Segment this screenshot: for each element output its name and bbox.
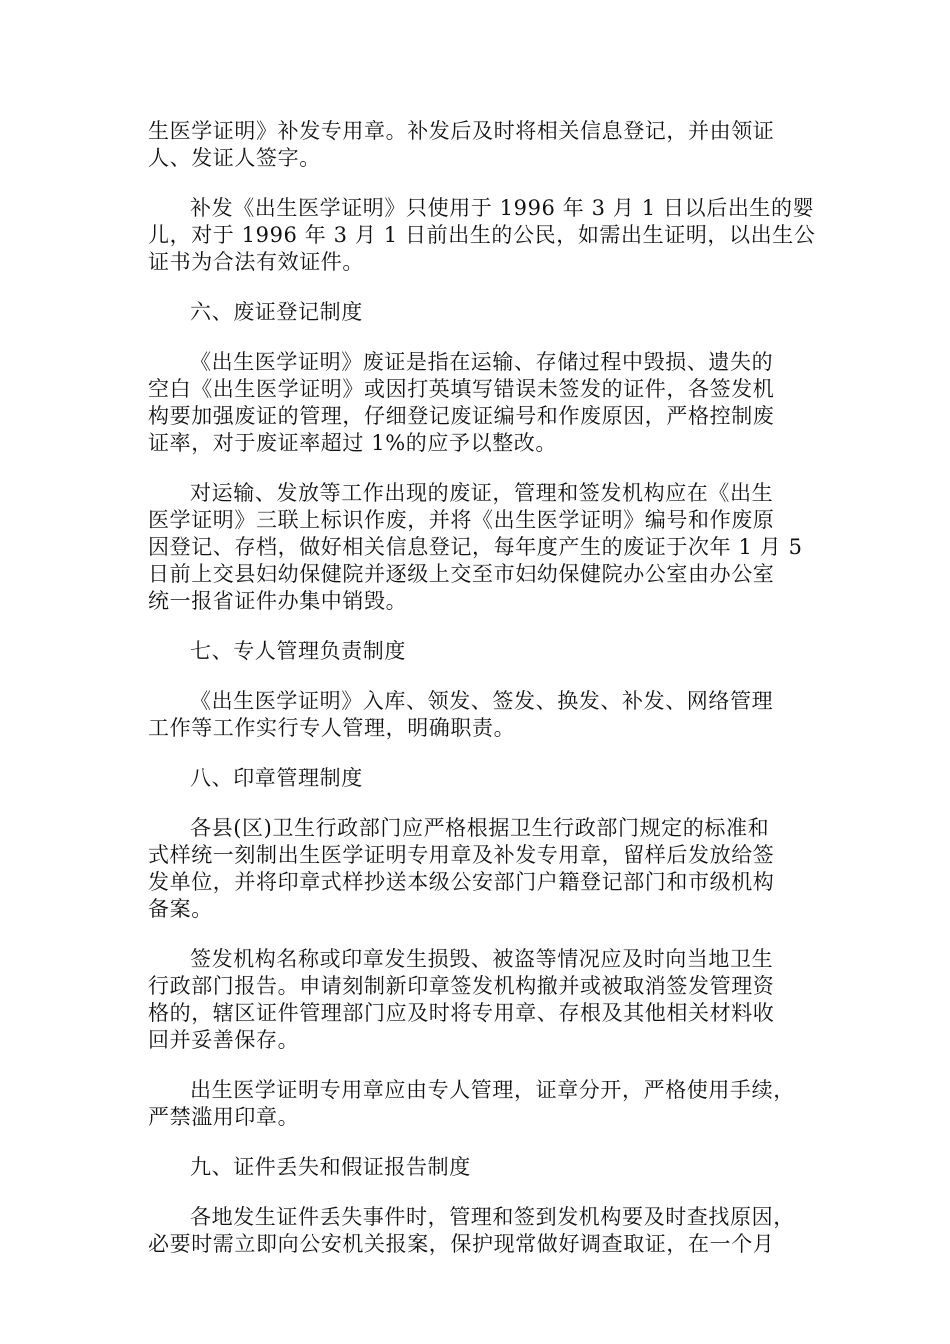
text-line: 式样统一刻制出生医学证明专用章及补发专用章，留样后发放给签	[148, 843, 775, 867]
text-line: 回并妥善保存。	[148, 1028, 300, 1052]
text-line: 对运输、发放等工作出现的废证，管理和签发机构应在《出生	[190, 481, 774, 505]
text-line: 证率，对于废证率超过 1%的应予以整改。	[148, 431, 557, 455]
paragraph	[148, 1077, 808, 1131]
text-line: 发单位，并将印章式样抄送本级公安部门户籍登记部门和市级机构	[148, 870, 775, 894]
text-line: 必要时需立即向公安机关报案，保护现常做好调查取证，在一个月	[148, 1232, 775, 1256]
text-line: 各县(区)卫生行政部门应严格根据卫生行政部门规定的标准和	[190, 816, 770, 840]
text-line: 行政部门报告。申请刻制新印章签发机构撤并或被取消签发管理资	[148, 974, 775, 998]
text-line: 证书为合法有效证件。	[148, 250, 364, 274]
text-line: 人、发证人签字。	[148, 146, 321, 170]
text-line: 统一报省证件办集中销毁。	[148, 589, 408, 613]
paragraph	[148, 1204, 808, 1258]
text-line: 构要加强废证的管理，仔细登记废证编号和作废原因，严格控制废	[148, 404, 775, 428]
text-line: 补发《出生医学证明》只使用于 1996 年 3 月 1 日以后出生的婴	[190, 196, 815, 220]
paragraph	[148, 195, 816, 276]
text-line: 儿，对于 1996 年 3 月 1 日前出生的公民，如需出生证明，以出生公	[148, 223, 816, 247]
paragraph	[148, 815, 808, 923]
text-line: 《出生医学证明》废证是指在运输、存储过程中毁损、遗失的	[190, 350, 774, 374]
paragraph	[148, 349, 808, 457]
section-heading: 七、专人管理负责制度	[190, 639, 406, 663]
text-line: 因登记、存档，做好相关信息登记，每年度产生的废证于次年 1 月 5	[148, 535, 803, 559]
text-line: 格的，辖区证件管理部门应及时将专用章、存根及其他相关材料收	[148, 1001, 775, 1025]
text-line: 签发机构名称或印章发生损毁、被盗等情况应及时向当地卫生	[190, 947, 774, 971]
text-line: 日前上交县妇幼保健院并逐级上交至市妇幼保健院办公室由办公室	[148, 562, 775, 586]
text-line: 各地发生证件丢失事件时，管理和签到发机构要及时查找原因，	[190, 1205, 795, 1229]
text-line: 医学证明》三联上标识作废，并将《出生医学证明》编号和作废原	[148, 508, 775, 532]
paragraph	[148, 688, 808, 742]
text-line: 严禁滥用印章。	[148, 1105, 300, 1129]
paragraph	[148, 118, 808, 172]
text-line: 生医学证明》补发专用章。补发后及时将相关信息登记，并由领证	[148, 119, 775, 143]
section-heading: 八、印章管理制度	[190, 766, 363, 790]
paragraph	[148, 946, 808, 1054]
document-page	[148, 118, 816, 1281]
section-heading: 九、证件丢失和假证报告制度	[190, 1155, 471, 1179]
text-line: 备案。	[148, 897, 213, 921]
text-line: 出生医学证明专用章应由专人管理，证章分开，严格使用手续，	[190, 1078, 795, 1102]
section-heading: 六、废证登记制度	[190, 300, 363, 324]
text-line: 空白《出生医学证明》或因打英填写错误未签发的证件，各签发机	[148, 377, 775, 401]
paragraph	[148, 480, 808, 615]
text-line: 《出生医学证明》入库、领发、签发、换发、补发、网络管理	[190, 689, 774, 713]
text-line: 工作等工作实行专人管理，明确职责。	[148, 716, 516, 740]
